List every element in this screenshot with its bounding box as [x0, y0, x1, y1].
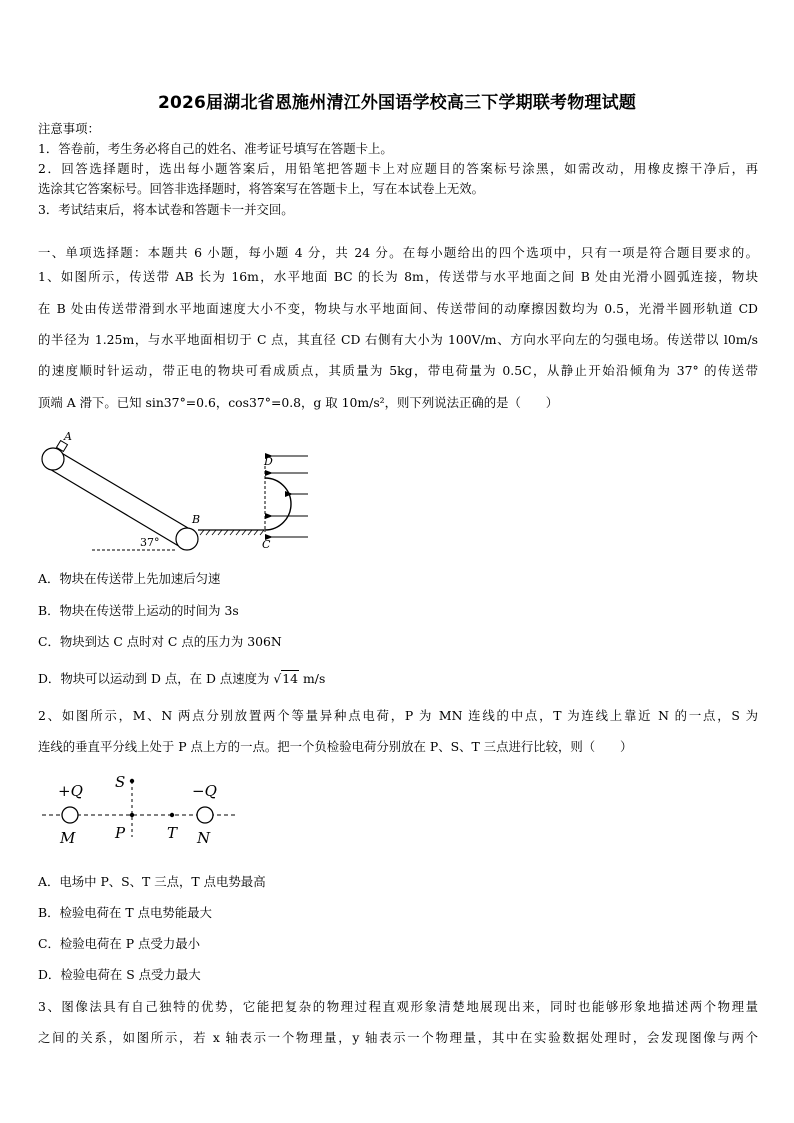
notice-item: 3．考试结束后，将本试卷和答题卡一并交回。 [38, 202, 294, 217]
minus-q-label: −Q [192, 782, 217, 800]
q1-option-a: A．物块在传送带上先加速后匀速 [38, 571, 221, 586]
s-label: S [115, 773, 126, 791]
label-B: B [192, 513, 201, 526]
q2-option-c: C．检验电荷在 P 点受力最小 [38, 936, 200, 951]
notice-item: 选涂其它答案标号。回答非选择题时，将答案写在答题卡上，写在本试卷上无效。 [38, 181, 485, 196]
sqrt-radicand: 14 [282, 671, 299, 686]
q1-option-c: C．物块到达 C 点时对 C 点的压力为 306N [38, 634, 282, 649]
q2-option-b: B．检验电荷在 T 点电势能最大 [38, 905, 212, 920]
q1-option-d-unit: m/s [303, 671, 326, 686]
q1-text-line: 顶端 A 滑下。已知 sin37°=0.6，cos37°=0.8，g 取 10m/s²，则下列说法正确的是（ ） [38, 395, 559, 410]
notice-heading: 注意事项： [38, 121, 100, 136]
q1-text-line: 的速度顺时针运动，带正电的物块可看成质点，其质量为 5kg，带电荷量为 0.5C，从静止开始沿倾角为 37° 的传送带 [38, 363, 758, 378]
q1-text-line: 1、如图所示，传送带 AB 长为 16m，水平地面 BC 的长为 8m，传送带与水平地面之间 B 处由光滑小圆弧连接，物块 [38, 269, 758, 284]
label-C: C [262, 538, 271, 551]
q2-option-a: A．电场中 P、S、T 三点，T 点电势最高 [38, 874, 266, 889]
q1-option-b: B．物块在传送带上运动的时间为 3s [38, 603, 239, 618]
q1-text-line: 在 B 处由传送带滑到水平地面速度大小不变，物块与水平地面间、传送带间的动摩擦因数均为 0.5，光滑半圆形轨道 CD [38, 301, 758, 316]
notice-item: 1．答卷前，考生务必将自己的姓名、准考证号填写在答题卡上。 [38, 141, 393, 156]
q1-text-line: 的半径为 1.25m，与水平地面相切于 C 点，其直径 CD 右侧有大小为 100V/m、方向水平向左的匀强电场。传送带以 l0m/s [38, 332, 758, 347]
section-heading: 一、单项选择题：本题共 6 小题，每小题 4 分，共 24 分。在每小题给出的四个选项中，只有一项是符合题目要求的。 [38, 245, 758, 260]
q2-text-line: 2、如图所示，M、N 两点分别放置两个等量异种点电荷，P 为 MN 连线的中点，T 为连线上靠近 N 的一点，S 为 [38, 708, 758, 723]
m-label: M [60, 829, 76, 847]
plus-q-label: +Q [58, 782, 83, 800]
label-D: D [264, 455, 273, 468]
n-label: N [197, 829, 211, 847]
q2-option-d: D．检验电荷在 S 点受力最大 [38, 967, 201, 982]
q1-option-d-text: D．物块可以运动到 D 点，在 D 点速度为 [38, 671, 270, 686]
p-label: P [115, 824, 126, 842]
page-title: 2026届湖北省恩施州清江外国语学校高三下学期联考物理试题 [157, 93, 637, 113]
q1-figure [36, 422, 326, 562]
q2-figure [38, 767, 248, 852]
q2-text-line: 连线的垂直平分线上处于 P 点上方的一点。把一个负检验电荷分别放在 P、S、T 三点进行比较，则（ ） [38, 739, 633, 754]
sqrt-expression: √14 [273, 671, 299, 686]
q1-option-d [38, 669, 325, 689]
angle-label: 37° [140, 536, 160, 549]
label-A: A [64, 430, 72, 443]
q3-text-line: 3、图像法具有自己独特的优势，它能把复杂的物理过程直观形象清楚地展现出来，同时也能够形象地描述两个物理量 [38, 999, 758, 1014]
notice-item: 2．回答选择题时，选出每小题答案后，用铅笔把答题卡上对应题目的答案标号涂黑，如需改动，用橡皮擦干净后，再 [38, 161, 758, 176]
q3-text-line: 之间的关系，如图所示，若 x 轴表示一个物理量，y 轴表示一个物理量，其中在实验数据处理时，会发现图像与两个 [38, 1030, 758, 1045]
t-label: T [167, 824, 178, 842]
